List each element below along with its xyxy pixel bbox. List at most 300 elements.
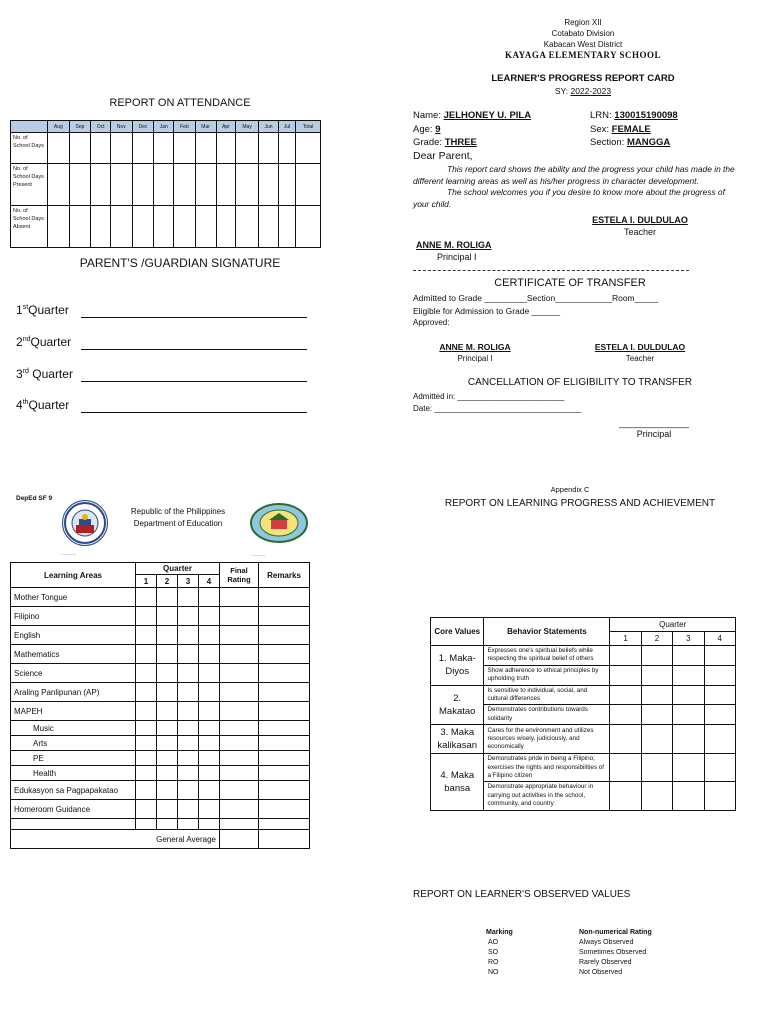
behavior-row: [431, 685, 736, 705]
grade-cell[interactable]: [220, 751, 259, 766]
attendance-cell[interactable]: [91, 133, 111, 164]
core-value-name: 2. Makatao: [431, 685, 484, 725]
form-code: DepEd SF 9: [16, 495, 53, 502]
cv-quarter-number: 4: [704, 632, 735, 646]
grade-cell[interactable]: [220, 702, 259, 721]
subject-name: Mathematics: [11, 645, 136, 664]
value-rating-cell[interactable]: [704, 665, 735, 685]
grade-cell[interactable]: [220, 800, 259, 819]
grade-cell[interactable]: [157, 626, 178, 645]
value-rating-cell[interactable]: [610, 685, 641, 705]
transfer-teacher-role: Teacher: [625, 354, 655, 363]
general-average-row: [11, 830, 310, 849]
letter-paragraph-1: This report card shows the ability and the progress your child has made in the different learning areas as well as his/her progress in character development.: [413, 164, 735, 186]
value-rating-cell[interactable]: [704, 685, 735, 705]
value-rating-cell[interactable]: [610, 725, 641, 754]
value-rating-cell[interactable]: [641, 725, 672, 754]
blank-cell: [220, 819, 259, 830]
teacher-signature: [570, 215, 710, 238]
blank-cell: [259, 819, 310, 830]
grade-cell[interactable]: [136, 664, 157, 683]
attendance-cell[interactable]: [195, 206, 216, 248]
marking-row: [486, 948, 686, 958]
quarter-signature-label: [16, 398, 69, 412]
transfer-principal: [425, 342, 525, 364]
attendance-cell[interactable]: [132, 133, 154, 164]
subject-row: [11, 607, 310, 626]
grade-cell[interactable]: [259, 645, 310, 664]
quarter-number: 1: [16, 303, 23, 317]
grade-cell[interactable]: [199, 588, 220, 607]
signature-line[interactable]: [81, 349, 307, 350]
attendance-cell[interactable]: [110, 164, 132, 206]
blank-cell: [11, 819, 136, 830]
attendance-cell[interactable]: [48, 133, 70, 164]
grade-cell[interactable]: [220, 645, 259, 664]
attendance-cell[interactable]: [174, 206, 195, 248]
value-rating-cell[interactable]: [704, 646, 735, 666]
grade-cell[interactable]: [259, 766, 310, 781]
cancellation-principal: [606, 418, 702, 440]
grade-cell[interactable]: [136, 721, 157, 736]
grade-cell[interactable]: [220, 607, 259, 626]
value-rating-cell[interactable]: [610, 665, 641, 685]
value-rating-cell[interactable]: [610, 646, 641, 666]
subject-row: [11, 702, 310, 721]
section-label: Section:: [590, 137, 625, 148]
transfer-teacher-name: ESTELA I. DULDULAO: [594, 342, 686, 352]
cv-quarter-number: 3: [673, 632, 704, 646]
grade-cell[interactable]: [199, 721, 220, 736]
grade-cell[interactable]: [220, 664, 259, 683]
marking-rating: Not Observed: [579, 969, 623, 976]
subject-name: Edukasyon sa Pagpapakatao: [11, 781, 136, 800]
attendance-cell[interactable]: [110, 206, 132, 248]
principal-signature: [413, 240, 523, 263]
attendance-corner: [11, 121, 48, 133]
grade-cell[interactable]: [259, 736, 310, 751]
attendance-cell[interactable]: [216, 164, 236, 206]
attendance-cell[interactable]: [132, 164, 154, 206]
attendance-table: [10, 120, 321, 248]
school-year: [468, 86, 698, 96]
grade-cell[interactable]: [136, 683, 157, 702]
quarter-number: 4: [16, 398, 23, 412]
grade-cell[interactable]: [259, 588, 310, 607]
col-remarks: Remarks: [259, 563, 310, 588]
name-label: Name:: [413, 110, 441, 121]
subject-row: [11, 626, 310, 645]
value-rating-cell[interactable]: [673, 685, 704, 705]
value-rating-cell[interactable]: [610, 754, 641, 782]
grade-cell[interactable]: [199, 702, 220, 721]
grade-cell[interactable]: [259, 781, 310, 800]
learning-areas-table: [10, 562, 310, 849]
marking-col-header: Marking: [486, 929, 513, 936]
quarter-signature-label: [16, 303, 69, 317]
attendance-row: [11, 133, 321, 164]
grade-cell[interactable]: [259, 800, 310, 819]
grade-cell[interactable]: [178, 664, 199, 683]
attendance-cell[interactable]: [195, 133, 216, 164]
grade-cell[interactable]: [136, 607, 157, 626]
signature-title: PARENT'S /GUARDIAN SIGNATURE: [79, 256, 281, 270]
grade-cell[interactable]: [220, 766, 259, 781]
attendance-cell[interactable]: [48, 164, 70, 206]
attendance-cell[interactable]: [69, 133, 91, 164]
value-rating-cell[interactable]: [673, 705, 704, 725]
subject-row: [11, 781, 310, 800]
seal-left-text: KAGAWARAN NG EDUKASYON: [61, 555, 76, 556]
grade-cell[interactable]: [178, 766, 199, 781]
admitted-in: Admitted in: ________________________: [413, 392, 565, 401]
cv-quarter-number: 1: [610, 632, 641, 646]
behavior-row: [431, 646, 736, 666]
grade-cell[interactable]: [220, 736, 259, 751]
grade-cell[interactable]: [157, 645, 178, 664]
subject-name: Mother Tongue: [11, 588, 136, 607]
attendance-cell[interactable]: [91, 164, 111, 206]
subject-name: Araling Panlipunan (AP): [11, 683, 136, 702]
sy-label: SY:: [554, 86, 569, 96]
attendance-cell[interactable]: [296, 206, 321, 248]
rating-col-header: Non-numerical Rating: [579, 929, 652, 936]
blank-cell: [136, 819, 157, 830]
value-rating-cell[interactable]: [641, 665, 672, 685]
grade-cell[interactable]: [220, 683, 259, 702]
grade-cell[interactable]: [136, 781, 157, 800]
grade-cell[interactable]: [199, 800, 220, 819]
department-text: Department of Education: [133, 519, 223, 528]
month-header: Jan: [154, 121, 174, 133]
grade-cell[interactable]: [157, 766, 178, 781]
cv-col-quarter: Quarter: [610, 618, 736, 632]
month-header: Dec: [132, 121, 154, 133]
grade-cell[interactable]: [199, 683, 220, 702]
grade-cell[interactable]: [157, 702, 178, 721]
grade-cell[interactable]: [178, 736, 199, 751]
general-average-label: General Average: [136, 830, 220, 849]
teacher-role: Teacher: [623, 226, 657, 237]
subject-name: MAPEH: [11, 702, 136, 721]
subject-row: [11, 766, 310, 781]
attendance-cell[interactable]: [236, 133, 259, 164]
grade-cell[interactable]: [136, 751, 157, 766]
lrn-value: 130015190098: [614, 110, 678, 121]
grade-cell[interactable]: [178, 781, 199, 800]
subject-row: [11, 683, 310, 702]
col-behavior-statements: Behavior Statements: [484, 618, 610, 646]
grade-cell[interactable]: [199, 645, 220, 664]
attendance-cell[interactable]: [216, 133, 236, 164]
behavior-statement: Show adherence to ethical principles by upholding truth: [484, 665, 610, 685]
general-average-remarks[interactable]: [259, 830, 310, 849]
quarter-number: 2: [16, 335, 23, 349]
attendance-cell[interactable]: [279, 206, 296, 248]
grade-cell[interactable]: [259, 751, 310, 766]
general-average-value[interactable]: [220, 830, 259, 849]
quarter-ordinal: th: [22, 399, 29, 406]
attendance-cell[interactable]: [154, 206, 174, 248]
grade-cell[interactable]: [199, 766, 220, 781]
section-value: MANGGA: [626, 137, 671, 148]
month-header: Oct: [91, 121, 111, 133]
core-values-table: [430, 617, 736, 811]
subject-row: [11, 664, 310, 683]
grade-cell[interactable]: [178, 751, 199, 766]
attendance-cell[interactable]: [258, 164, 278, 206]
value-rating-cell[interactable]: [610, 705, 641, 725]
learner-info: [413, 109, 743, 150]
transfer-fields: [413, 292, 713, 330]
value-rating-cell[interactable]: [673, 665, 704, 685]
attendance-cell[interactable]: [258, 133, 278, 164]
sex-label: Sex:: [590, 123, 610, 135]
grade-value: THREE: [444, 137, 477, 148]
attendance-header-row: [11, 121, 321, 133]
signature-line[interactable]: [81, 412, 307, 413]
month-header: Mar: [195, 121, 216, 133]
deped-header: [118, 506, 238, 530]
republic-text: Republic of the Philippines: [130, 507, 226, 516]
quarter-ordinal: st: [22, 304, 29, 311]
grade-cell[interactable]: [199, 736, 220, 751]
attendance-cell[interactable]: [296, 164, 321, 206]
attendance-cell[interactable]: [236, 164, 259, 206]
attendance-cell[interactable]: [195, 164, 216, 206]
grade-cell[interactable]: [157, 781, 178, 800]
card-title: LEARNER'S PROGRESS REPORT CARD: [491, 73, 675, 84]
value-rating-cell[interactable]: [673, 646, 704, 666]
attendance-cell[interactable]: [236, 206, 259, 248]
appendix-label: Appendix C: [550, 485, 590, 494]
letter-paragraph-2: The school welcomes you if you desire to know more about the progress of your child.: [413, 187, 725, 209]
seal-right-caption: [250, 543, 308, 557]
attendance-cell[interactable]: [110, 133, 132, 164]
subject-name: Arts: [11, 736, 136, 751]
grade-cell[interactable]: [136, 736, 157, 751]
grade-cell[interactable]: [199, 626, 220, 645]
attendance-cell[interactable]: [296, 133, 321, 164]
grade-cell[interactable]: [136, 588, 157, 607]
grade-cell[interactable]: [178, 683, 199, 702]
attendance-cell[interactable]: [216, 206, 236, 248]
grade-cell[interactable]: [220, 626, 259, 645]
blank-cell: [178, 819, 199, 830]
behavior-statement: Demonstrates contributions towards solidarity: [484, 705, 610, 725]
attendance-row: [11, 206, 321, 248]
behavior-statement: Is sensitive to individual, social, and cultural differences: [484, 685, 610, 705]
subject-row: [11, 800, 310, 819]
col-core-values: Core Values: [431, 618, 484, 646]
grade-cell[interactable]: [259, 702, 310, 721]
subject-name: Science: [11, 664, 136, 683]
cancellation-title: CANCELLATION OF ELIGIBILITY TO TRANSFER: [467, 377, 693, 388]
quarter-number: 1: [136, 575, 157, 588]
lrn-label: LRN:: [590, 110, 612, 121]
value-rating-cell[interactable]: [673, 725, 704, 754]
attendance-cell[interactable]: [258, 206, 278, 248]
grade-cell[interactable]: [259, 664, 310, 683]
grade-cell[interactable]: [178, 588, 199, 607]
divider-line: [413, 270, 689, 271]
transfer-principal-name: ANNE M. ROLIGA: [439, 342, 511, 352]
seal-right-text: KAYAGA ELEMENTARY SCHOOL: [250, 556, 266, 557]
attendance-cell[interactable]: [69, 164, 91, 206]
district-text: Kabacan West District: [543, 40, 623, 49]
subject-row: [11, 736, 310, 751]
grade-cell[interactable]: [220, 721, 259, 736]
grade-cell[interactable]: [157, 751, 178, 766]
attendance-cell[interactable]: [279, 164, 296, 206]
grade-cell[interactable]: [259, 607, 310, 626]
subject-row: [11, 645, 310, 664]
grade-cell[interactable]: [199, 664, 220, 683]
grade-cell[interactable]: [220, 781, 259, 800]
marking-row: [486, 968, 686, 978]
value-rating-cell[interactable]: [641, 646, 672, 666]
grade-cell[interactable]: [199, 607, 220, 626]
value-rating-cell[interactable]: [673, 754, 704, 782]
value-rating-cell[interactable]: [641, 782, 672, 810]
grade-cell[interactable]: [259, 721, 310, 736]
grade-cell[interactable]: [178, 721, 199, 736]
cv-quarter-number: 2: [641, 632, 672, 646]
value-rating-cell[interactable]: [610, 782, 641, 810]
school-header: [468, 17, 698, 61]
value-rating-cell[interactable]: [641, 685, 672, 705]
transfer-teacher: [585, 342, 695, 364]
salutation: Dear Parent,: [413, 150, 473, 162]
sex-value: FEMALE: [611, 123, 651, 135]
admitted-to-grade: Admitted to Grade _________Section____________Room_____: [413, 293, 659, 303]
transfer-title: CERTIFICATE OF TRANSFER: [494, 277, 646, 289]
grade-cell[interactable]: [157, 721, 178, 736]
col-final-rating: Final Rating: [220, 563, 259, 588]
attendance-cell[interactable]: [174, 164, 195, 206]
month-header: Jun: [258, 121, 278, 133]
grade-cell[interactable]: [157, 800, 178, 819]
month-header: Feb: [174, 121, 195, 133]
grade-cell[interactable]: [136, 800, 157, 819]
value-rating-cell[interactable]: [641, 705, 672, 725]
attendance-cell[interactable]: [69, 206, 91, 248]
teacher-name: ESTELA I. DULDULAO: [592, 215, 688, 225]
attendance-cell[interactable]: [154, 164, 174, 206]
attendance-cell[interactable]: [174, 133, 195, 164]
cancellation-principal-role: Principal: [636, 429, 672, 439]
marking-code: SO: [488, 949, 499, 956]
grade-label: Grade:: [413, 137, 443, 148]
grade-cell[interactable]: [178, 626, 199, 645]
quarter-number: 4: [199, 575, 220, 588]
core-value-name: 4. Maka bansa: [431, 754, 484, 810]
grade-cell[interactable]: [178, 645, 199, 664]
subject-name: English: [11, 626, 136, 645]
marking-rating: Sometimes Observed: [579, 949, 647, 956]
value-rating-cell[interactable]: [673, 782, 704, 810]
subject-name: PE: [11, 751, 136, 766]
division-text: Cotabato Division: [551, 29, 615, 38]
grade-cell[interactable]: [220, 588, 259, 607]
behavior-row: [431, 754, 736, 782]
subject-name: Filipino: [11, 607, 136, 626]
value-rating-cell[interactable]: [704, 705, 735, 725]
marking-code: RO: [488, 959, 499, 966]
grade-cell[interactable]: [199, 751, 220, 766]
quarter-number: 3: [16, 367, 23, 381]
value-rating-cell[interactable]: [704, 782, 735, 810]
month-header: Aug: [48, 121, 70, 133]
attendance-row: [11, 164, 321, 206]
region-text: Region XII: [564, 18, 602, 27]
behavior-statement: Demonstrates pride in being a Filipino; exercises the rights and responsibilities of a Filipino citizen: [484, 754, 610, 782]
grade-cell[interactable]: [157, 736, 178, 751]
cancellation-fields: [413, 391, 713, 414]
grade-cell[interactable]: [178, 800, 199, 819]
age-value: 9: [435, 123, 441, 135]
marking-row: [486, 958, 686, 968]
quarter-signature-label: [16, 335, 71, 349]
value-rating-cell[interactable]: [704, 754, 735, 782]
grade-cell[interactable]: [157, 664, 178, 683]
attendance-cell[interactable]: [132, 206, 154, 248]
transfer-principal-role: Principal I: [457, 354, 493, 363]
quarter-ordinal: rd: [22, 368, 29, 375]
attendance-title: REPORT ON ATTENDANCE: [109, 97, 251, 109]
signature-line[interactable]: [81, 381, 307, 382]
quarter-number: 3: [178, 575, 199, 588]
core-value-name: 1. Maka-Diyos: [431, 646, 484, 686]
attendance-cell[interactable]: [48, 206, 70, 248]
month-header: Total: [296, 121, 321, 133]
value-rating-cell[interactable]: [704, 725, 735, 754]
grade-cell[interactable]: [178, 607, 199, 626]
signature-line[interactable]: [81, 317, 307, 318]
subject-row: [11, 751, 310, 766]
value-rating-cell[interactable]: [641, 754, 672, 782]
quarter-word: Quarter: [28, 303, 69, 317]
grade-cell[interactable]: [136, 645, 157, 664]
quarter-number: 2: [157, 575, 178, 588]
grade-cell[interactable]: [259, 626, 310, 645]
grade-cell[interactable]: [136, 766, 157, 781]
grade-cell[interactable]: [178, 702, 199, 721]
cancellation-date: Date: _________________________________: [413, 403, 582, 413]
attendance-cell[interactable]: [279, 133, 296, 164]
attendance-cell[interactable]: [91, 206, 111, 248]
attendance-cell[interactable]: [154, 133, 174, 164]
grade-cell[interactable]: [136, 626, 157, 645]
marking-code: AO: [488, 939, 499, 946]
grade-cell[interactable]: [157, 588, 178, 607]
grade-cell[interactable]: [259, 683, 310, 702]
month-header: Sep: [69, 121, 91, 133]
marking-legend: [486, 928, 686, 978]
grade-cell[interactable]: [157, 607, 178, 626]
subject-name: Music: [11, 721, 136, 736]
grade-cell[interactable]: [199, 781, 220, 800]
blank-cell: [199, 819, 220, 830]
cancellation-principal-line: ______________: [618, 418, 690, 428]
seal-left-caption: [61, 542, 107, 556]
grade-cell[interactable]: [136, 702, 157, 721]
learner-name: JELHONEY U. PILA: [443, 110, 532, 121]
principal-role: Principal I: [437, 251, 477, 262]
grade-cell[interactable]: [157, 683, 178, 702]
col-quarter: Quarter: [136, 563, 220, 575]
behavior-statement: Cares for the environment and utilizes resources wisely, judiciously, and economically: [484, 725, 610, 754]
